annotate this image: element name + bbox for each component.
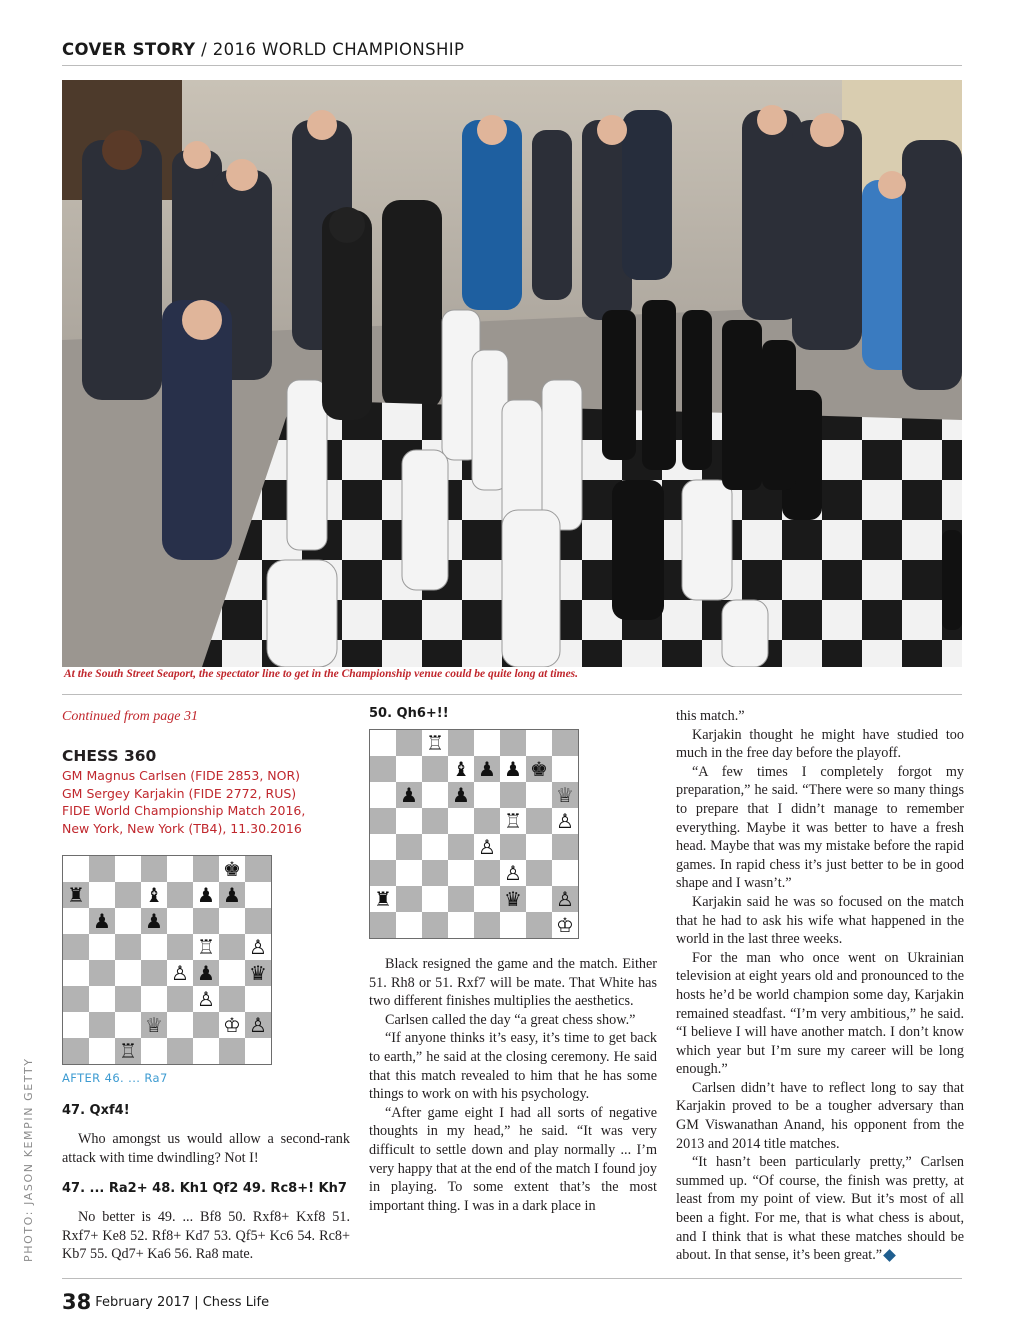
board-square	[193, 1012, 219, 1038]
board-square	[396, 782, 422, 808]
black-pawn-icon: ♟	[145, 909, 163, 933]
board-square	[370, 782, 396, 808]
board-square	[245, 960, 271, 986]
body-paragraph: For the man who once went on Ukrainian television at eight years old and pronounced to the hosts he’d be world champion some day, Karjakin remained steadfast. “I’m very ambitious,” he said. “I believe I will have another match. I don’t know which year but I’m sure my career will be long enough.”	[676, 949, 964, 1078]
board-square	[167, 1038, 193, 1064]
white-rook-icon: ♖	[119, 1039, 137, 1063]
board-square	[89, 960, 115, 986]
end-of-story-icon	[883, 1250, 896, 1263]
board-square	[89, 908, 115, 934]
board-square	[245, 856, 271, 882]
section-header	[62, 40, 962, 66]
board-square	[422, 730, 448, 756]
board-square	[552, 834, 578, 860]
move-heading: 50. Qh6+!!	[369, 706, 449, 721]
board-square	[500, 782, 526, 808]
board-square	[167, 986, 193, 1012]
chess-diagram-after-50	[369, 729, 579, 939]
board-square	[167, 1012, 193, 1038]
board-square	[141, 856, 167, 882]
body-paragraph	[676, 1153, 964, 1265]
board-square	[422, 886, 448, 912]
board-square	[245, 986, 271, 1012]
board-square	[193, 934, 219, 960]
black-pawn-icon: ♟	[478, 757, 496, 781]
board-square	[245, 908, 271, 934]
board-square	[500, 860, 526, 886]
board-square	[63, 882, 89, 908]
board-square	[89, 986, 115, 1012]
chess-diagram-after-46	[62, 855, 272, 1065]
board-square	[552, 886, 578, 912]
body-paragraph: Karjakin thought he might have studied too much in the free day before the playoff.	[676, 726, 964, 762]
board-square	[552, 782, 578, 808]
white-player: GM Magnus Carlsen (FIDE 2853, NOR)	[62, 768, 301, 783]
board-square	[89, 1038, 115, 1064]
body-paragraph: Karjakin said he was so focused on the match that he had to ask his wife what happened in the world in the last three weeks.	[676, 893, 964, 948]
header-divider	[62, 65, 962, 66]
white-pawn-icon: ♙	[171, 961, 189, 985]
board-square	[89, 1012, 115, 1038]
page-number: 38	[62, 1290, 92, 1314]
annotation-paragraph: No better is 49. ... Bf8 50. Rxf8+ Kxf8 51. Rxf7+ Ke8 52. Rf8+ Kd7 53. Qf5+ Kc6 54. Rc8+ Kb7 55. Qd7+ Ka6 56. Ra8 mate.	[62, 1209, 350, 1263]
white-rook-icon: ♖	[504, 809, 522, 833]
board-square	[526, 730, 552, 756]
board-square	[552, 808, 578, 834]
board-square	[141, 934, 167, 960]
board-square	[115, 960, 141, 986]
board-square	[552, 756, 578, 782]
body-paragraph: Carlsen didn’t have to reflect long to say that Karjakin proved to be a tougher adversary than GM Viswanathan Anand, his opponent from the 2013 and 2014 title matches.	[676, 1079, 964, 1152]
board-square	[89, 934, 115, 960]
black-pawn-icon: ♟	[223, 883, 241, 907]
cover-photo	[62, 80, 962, 667]
board-square	[552, 730, 578, 756]
board-square	[219, 856, 245, 882]
board-square	[526, 886, 552, 912]
board-square	[219, 960, 245, 986]
body-paragraph: Black resigned the game and the match. Either 51. Rh8 or 51. Rxf7 will be mate. That White has two different finishes multiplies the aesthetics.	[369, 956, 657, 1010]
move-heading: 47. Qxf4!	[62, 1103, 130, 1118]
black-pawn-icon: ♟	[197, 961, 215, 985]
continued-note: Continued from page 31	[62, 709, 198, 724]
white-pawn-icon: ♙	[556, 887, 574, 911]
white-queen-icon: ♕	[145, 1013, 163, 1037]
board-square	[396, 912, 422, 938]
board-square	[370, 834, 396, 860]
board-square	[141, 882, 167, 908]
white-king-icon: ♔	[223, 1013, 241, 1037]
black-player: GM Sergey Karjakin (FIDE 2772, RUS)	[62, 785, 297, 801]
board-square	[500, 756, 526, 782]
board-square	[396, 808, 422, 834]
board-square	[422, 808, 448, 834]
black-bishop-icon: ♝	[145, 883, 163, 907]
board-square	[422, 834, 448, 860]
board-square	[193, 1038, 219, 1064]
board-square	[422, 860, 448, 886]
board-square	[115, 882, 141, 908]
board-square	[526, 808, 552, 834]
board-square	[63, 908, 89, 934]
board-square	[141, 908, 167, 934]
body-paragraph: “After game eight I had all sorts of negative thoughts in my head,” he said. “It was very difficult to settle down and play normally ... I’m very happy that at the end of the match I found joy in playing. To some extent that’s the most important thing. I was in a dark place in	[369, 1104, 657, 1214]
black-rook-icon: ♜	[374, 887, 392, 911]
board-square	[448, 912, 474, 938]
page-footer	[62, 1290, 269, 1314]
board-square	[396, 834, 422, 860]
board-square	[167, 856, 193, 882]
giant-chess-street-photo	[62, 80, 962, 667]
white-pawn-icon: ♙	[249, 1013, 267, 1037]
black-king-icon: ♚	[223, 857, 241, 881]
board-square	[500, 912, 526, 938]
header-topic: 2016 WORLD CHAMPIONSHIP	[212, 40, 465, 59]
board-square	[500, 834, 526, 860]
column-2	[369, 706, 657, 1215]
issue-info: February 2017 | Chess Life	[95, 1294, 270, 1310]
game-meta	[62, 767, 350, 837]
event-location-date: New York, New York (TB4), 11.30.2016	[62, 820, 302, 836]
body-paragraph: this match.”	[676, 708, 745, 724]
board-square	[193, 908, 219, 934]
board-square	[448, 834, 474, 860]
board-square	[448, 860, 474, 886]
board-square	[474, 782, 500, 808]
board-square	[448, 730, 474, 756]
board-square	[245, 882, 271, 908]
move-heading: 47. ... Ra2+ 48. Kh1 Qf2 49. Rc8+! Kh7	[62, 1181, 347, 1197]
board-square	[448, 782, 474, 808]
board-square	[370, 886, 396, 912]
column-3	[676, 707, 964, 1265]
black-rook-icon: ♜	[67, 883, 85, 907]
footer-divider	[62, 1278, 962, 1279]
board-square	[89, 856, 115, 882]
board-square	[115, 856, 141, 882]
board-square	[245, 1012, 271, 1038]
board-square	[167, 934, 193, 960]
body-paragraph: “If anyone thinks it’s easy, it’s time to get back to earth,” he said at the closing ceremony. He said that this match revealed to him that he has some things to work on with his psychology.	[369, 1030, 657, 1103]
board-square	[422, 912, 448, 938]
board-square	[63, 1038, 89, 1064]
board-square	[219, 908, 245, 934]
diagram-caption: AFTER 46. ... Ra7	[62, 1071, 168, 1085]
board-square	[141, 986, 167, 1012]
board-square	[370, 808, 396, 834]
section-name: COVER STORY	[62, 40, 196, 59]
board-square	[167, 908, 193, 934]
board-square	[63, 986, 89, 1012]
board-square	[526, 756, 552, 782]
board-square	[422, 756, 448, 782]
board-square	[474, 730, 500, 756]
board-square	[193, 882, 219, 908]
annotation-paragraph: Who amongst us would allow a second-rank attack with time dwindling? Not I!	[62, 1131, 350, 1166]
white-queen-icon: ♕	[556, 783, 574, 807]
board-square	[500, 886, 526, 912]
board-square	[245, 934, 271, 960]
board-square	[500, 808, 526, 834]
board-square	[115, 1012, 141, 1038]
board-square	[552, 860, 578, 886]
board-square	[193, 960, 219, 986]
board-square	[474, 834, 500, 860]
board-square	[474, 912, 500, 938]
board-square	[89, 882, 115, 908]
board-square	[63, 856, 89, 882]
board-square	[115, 934, 141, 960]
white-pawn-icon: ♙	[504, 861, 522, 885]
board-square	[526, 782, 552, 808]
board-square	[63, 1012, 89, 1038]
board-square	[141, 1012, 167, 1038]
board-square	[396, 886, 422, 912]
board-square	[167, 960, 193, 986]
event-name: FIDE World Championship Match 2016,	[62, 803, 306, 818]
board-square	[115, 908, 141, 934]
board-square	[141, 1038, 167, 1064]
white-pawn-icon: ♙	[197, 987, 215, 1011]
game-title: CHESS 360	[62, 747, 157, 765]
board-square	[219, 986, 245, 1012]
board-square	[448, 886, 474, 912]
board-square	[219, 934, 245, 960]
board-square	[370, 730, 396, 756]
board-square	[422, 782, 448, 808]
board-square	[63, 934, 89, 960]
black-pawn-icon: ♟	[197, 883, 215, 907]
black-pawn-icon: ♟	[452, 783, 470, 807]
board-square	[219, 1038, 245, 1064]
board-square	[500, 730, 526, 756]
white-rook-icon: ♖	[197, 935, 215, 959]
board-square	[448, 756, 474, 782]
board-square	[141, 960, 167, 986]
white-king-icon: ♔	[556, 913, 574, 937]
board-square	[448, 808, 474, 834]
photo-caption: At the South Street Seaport, the spectator line to get in the Championship venue could be quite long at times.	[64, 668, 579, 680]
board-square	[63, 960, 89, 986]
board-square	[167, 882, 193, 908]
board-square	[526, 860, 552, 886]
column-1	[62, 706, 350, 1264]
black-queen-icon: ♛	[249, 961, 267, 985]
board-square	[396, 730, 422, 756]
white-rook-icon: ♖	[426, 731, 444, 755]
board-square	[474, 808, 500, 834]
board-square	[396, 756, 422, 782]
board-square	[193, 856, 219, 882]
closing-paragraph-text: “It hasn’t been particularly pretty,” Carlsen summed up. “Of course, the finish was pretty, at least from my point of view. But it’s most of all been a fight. For me, that is what chess is about, and I think that is what these matches should be about. In that sense, it’s been great.”	[676, 1154, 964, 1264]
board-square	[115, 986, 141, 1012]
board-square	[526, 834, 552, 860]
black-queen-icon: ♛	[504, 887, 522, 911]
board-square	[370, 860, 396, 886]
black-king-icon: ♚	[530, 757, 548, 781]
black-pawn-icon: ♟	[400, 783, 418, 807]
caption-divider	[62, 694, 962, 695]
board-square	[552, 912, 578, 938]
board-square	[193, 986, 219, 1012]
board-square	[396, 860, 422, 886]
white-pawn-icon: ♙	[249, 935, 267, 959]
board-square	[219, 882, 245, 908]
white-pawn-icon: ♙	[478, 835, 496, 859]
black-pawn-icon: ♟	[504, 757, 522, 781]
black-bishop-icon: ♝	[452, 757, 470, 781]
board-square	[219, 1012, 245, 1038]
board-square	[474, 860, 500, 886]
board-square	[474, 756, 500, 782]
board-square	[474, 886, 500, 912]
board-square	[245, 1038, 271, 1064]
body-paragraph: Carlsen called the day “a great chess show.”	[385, 1011, 636, 1028]
black-pawn-icon: ♟	[93, 909, 111, 933]
board-square	[526, 912, 552, 938]
white-pawn-icon: ♙	[556, 809, 574, 833]
body-paragraph: “A few times I completely forgot my preparation,” he said. “There were so many things to prepare that I didn’t manage to remember everything. Maybe it was better to have a fresh head. Maybe that was my mistake before the rapid games. In rapid chess it’s just better to be in good shape and I wasn’t.”	[676, 763, 964, 892]
header-separator: /	[195, 40, 213, 59]
board-square	[370, 912, 396, 938]
board-square	[370, 756, 396, 782]
photo-credit: PHOTO: JASON KEMPIN GETTY	[22, 1057, 35, 1262]
board-square	[115, 1038, 141, 1064]
